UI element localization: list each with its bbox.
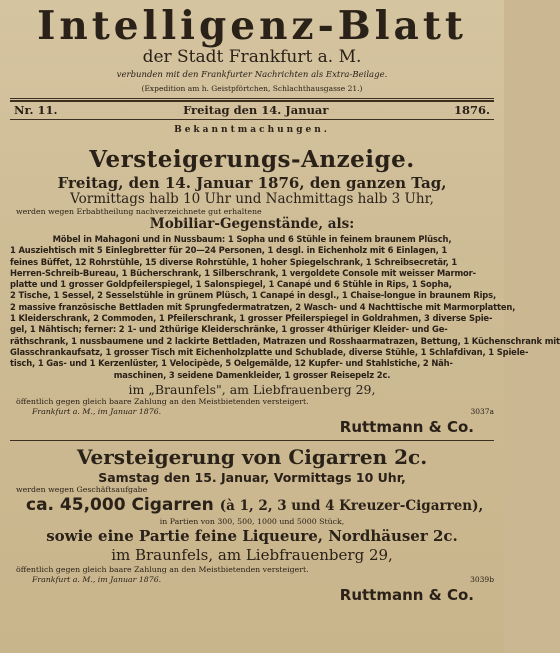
ad2-liqueur: sowie eine Partie feine Liqueure, Nordhäuser 2c. (46, 526, 458, 545)
ad1-body-line: platte und 1 grosser Goldpfeilerspiegel, 1 Salonspiegel, 1 Canapé und 6 Stühle in Rips, 1 Sopha, (10, 279, 452, 290)
ad2-conditions: öffentlich gegen gleich baare Zahlung an den Meistbietenden versteigert. (16, 564, 309, 574)
ad2-footer (10, 575, 494, 585)
ad1-place-date: Frankfurt a. M., im Januar 1876. (32, 406, 162, 416)
ad1-body-line: räthschrank, 1 nussbaumene und 2 lackirte Bettladen, Matrazen und Rosshaarmatrazen, Bettung, 1 Küchenschrank mit (10, 335, 560, 346)
ad1-time-line: Vormittags halb 10 Uhr und Nachmittags halb 3 Uhr, (70, 191, 434, 207)
issue-year: 1876. (453, 103, 490, 117)
ad1-body-line: Möbel in Mahagoni und in Nussbaum: 1 Sopha und 6 Stühle in feinem braunem Plüsch, (52, 234, 452, 244)
ad2-place-date: Frankfurt a. M., im Januar 1876. (32, 574, 162, 584)
issue-date: Freitag den 14. Januar (183, 103, 329, 117)
ad1-heading: Versteigerungs-Anzeige. (89, 146, 415, 173)
masthead-tagline: verbunden mit den Frankfurter Nachrichten als Extra-Beilage. (116, 70, 388, 80)
ad1-firm-row (10, 417, 494, 436)
ad1-body-line: maschinen, 3 seidene Damenkleider, 1 grosser Reisepelz 2c. (113, 369, 391, 380)
advertisement-cigar-auction (10, 445, 494, 604)
ad2-intro: werden wegen Geschäftsaufgabe (16, 484, 148, 494)
ad1-reference: 3037a (470, 406, 494, 416)
ad2-reference: 3039b (470, 574, 494, 584)
ad1-body (10, 234, 560, 381)
top-rule (10, 98, 494, 99)
advertisement-furniture-auction (10, 146, 560, 436)
ad1-intro: werden wegen Erbabtheilung nachverzeichnete gut erhaltene (16, 207, 262, 216)
ad2-cigar-count: ca. 45,000 Cigarren (26, 494, 214, 515)
ad1-body-line: 2 massive französische Bettladen mit Sprungfedermatratzen, 2 Wasch- und 4 Nachttische mit Marmorplatten, (10, 301, 516, 312)
issue-number: Nr. 11. (14, 103, 58, 117)
ad1-date-line: Freitag, den 14. Januar 1876, den ganzen Tag, (57, 174, 447, 192)
masthead-subtitle: der Stadt Frankfurt a. M. (142, 47, 362, 67)
ad-separator (10, 440, 494, 441)
ad2-heading: Versteigerung von Cigarren 2c. (76, 444, 428, 469)
masthead-expedition: (Expedition am h. Geistpförtchen, Schlachthausgasse 21.) (141, 84, 363, 93)
dateline (10, 102, 494, 119)
ad1-goods-heading: Mobiliar-Gegenstände, als: (149, 216, 355, 232)
dateline-rule (10, 119, 494, 120)
ad2-location: im Braunfels, am Liebfrauenberg 29, (111, 545, 393, 564)
ad1-body-line: gel, 1 Nähtisch; ferner: 2 1- und 2thürige Kleiderschränke, 1 grosser 4thüriger Kleider- und Ge- (10, 324, 448, 335)
ad2-goods-row (10, 495, 494, 516)
ad1-conditions: öffentlich gegen gleich baare Zahlung an den Meistbietenden versteigert. (16, 396, 309, 406)
ad2-cigar-detail: (à 1, 2, 3 und 4 Kreuzer-Cigarren), (219, 497, 484, 514)
ad1-firm: Ruttmann & Co. (339, 417, 474, 436)
ad1-body-line: Herren-Schreib-Bureau, 1 Bücherschrank, 1 Silberschrank, 1 vergoldete Console mit weisser Marmor- (10, 267, 476, 278)
ad2-firm-row (10, 585, 494, 604)
ad1-body-line: tisch, 1 Gas- und 1 Kerzenlüster, 1 Velocipède, 5 Oelgemälde, 12 Kupfer- und Stahlstiche, 2 Näh- (10, 358, 453, 369)
ad2-parties: in Partien von 300, 500, 1000 und 5000 Stück, (159, 516, 345, 526)
ad1-body-line: feines Büffet, 12 Rohrstühle, 15 diverse Rohrstühle, 1 hoher Spiegelschrank, 1 Schreibsecretär, 1 (10, 256, 458, 267)
ad1-footer (10, 407, 494, 417)
ad2-date-line: Samstag den 15. Januar, Vormittags 10 Uhr, (98, 469, 406, 485)
ad1-body-line: 1 Kleiderschrank, 2 Commoden, 1 Pfeilerschrank, 1 grosser Pfeilerspiegel in Goldrahmen, 3 diverse Spie- (10, 313, 493, 324)
ad1-body-line: 1 Ausziehtisch mit 5 Einlegbretter für 20—24 Personen, 1 desgl. in Eichenholz mit 6 Einlagen, 1 (10, 245, 448, 256)
ad1-location: im „Braunfels", am Liebfrauenberg 29, (128, 381, 376, 397)
ad1-body-line: 2 Tische, 1 Sessel, 2 Sesselstühle in grünem Plüsch, 1 Canapé in desgl., 1 Chaise-longue in braunem Rips, (10, 290, 497, 301)
section-heading: Bekanntmachungen. (174, 125, 330, 135)
masthead-title: Intelligenz-Blatt (37, 3, 467, 49)
ad1-body-line: Glasschrankaufsatz, 1 grosser Tisch mit Eichenholzplatte und Schublade, diverse Stühle, 1 Schlafdivan, 1 Spiele- (10, 346, 529, 357)
ad2-firm: Ruttmann & Co. (339, 585, 474, 604)
